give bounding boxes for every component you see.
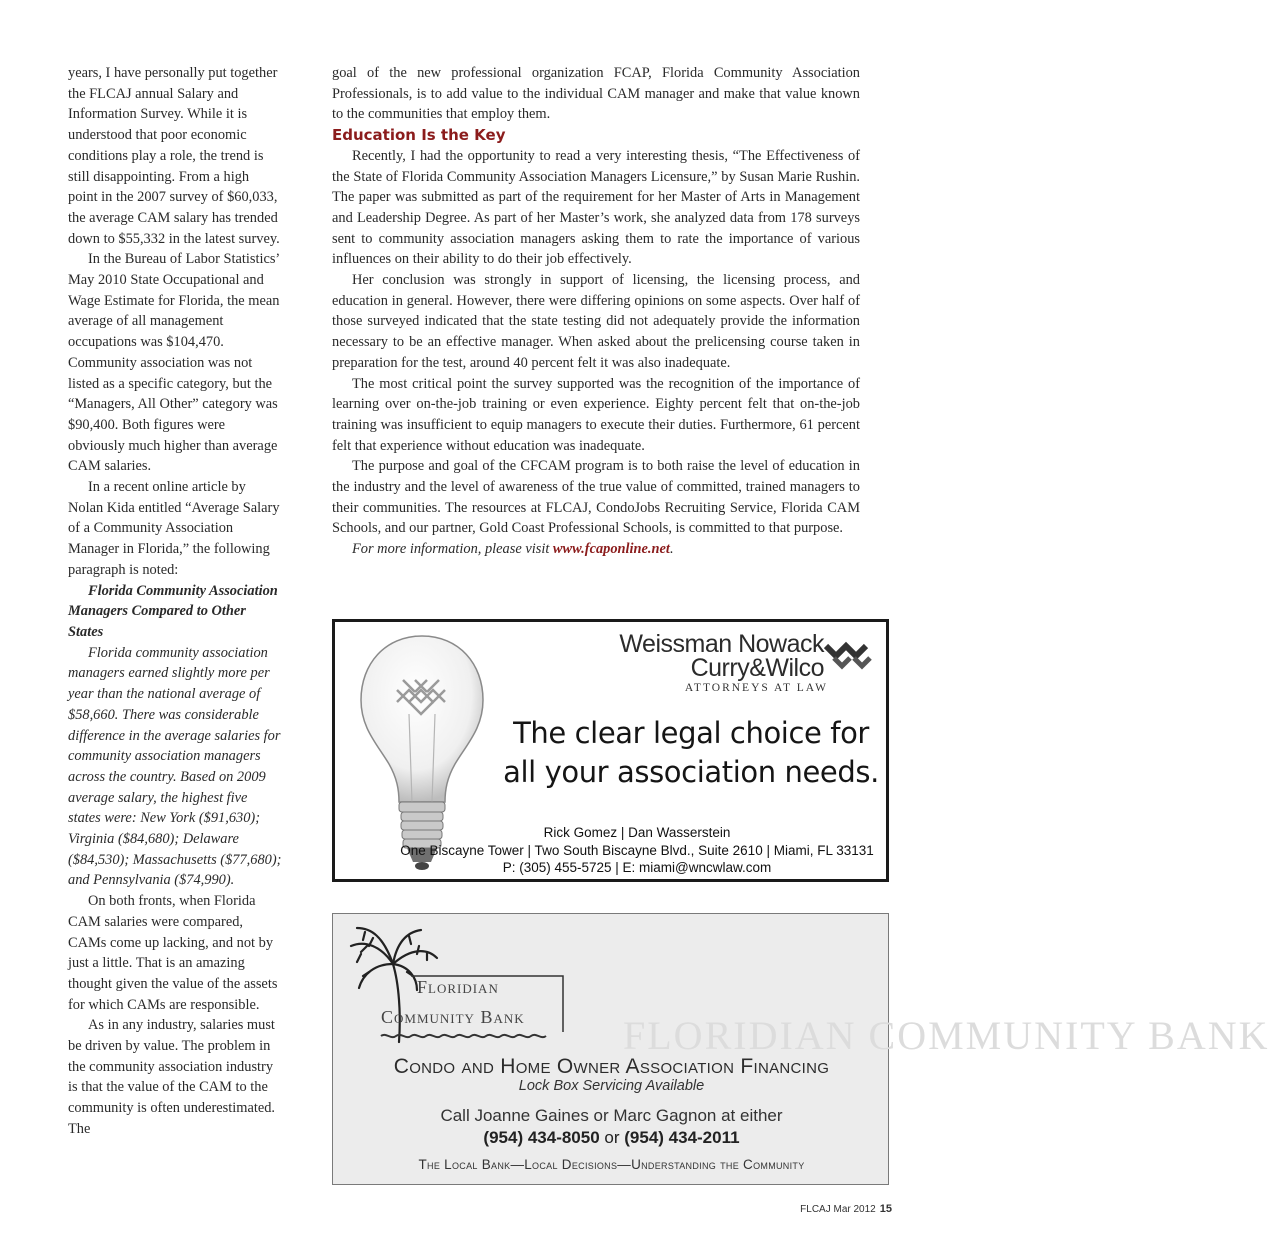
right-paragraph-3: Her conclusion was strongly in support of licensing, the licensing process, and education in general. However, there were differing opinions on some aspects. Over half of those surveyed indicated that the state testing did not adequately provide the information necessary to be an effective manager. When asked about the prelicensing course taken in preparation for the test, around 40 percent felt it was also inadequate. bbox=[332, 272, 860, 371]
law-ad-headline bbox=[503, 714, 879, 792]
law-ad-names: Rick Gomez | Dan Wasserstein bbox=[543, 825, 731, 840]
law-firm-name-line-1: Weissman Nowack bbox=[619, 630, 824, 658]
left-paragraph-5: As in any industry, salaries must be driven by value. The problem in the community association industry is that the value of the CAM to the community is often underestimated. The bbox=[68, 1017, 276, 1137]
bank-phone-or: or bbox=[599, 1128, 625, 1147]
bank-name bbox=[381, 972, 525, 1032]
bank-phone-1[interactable]: (954) 434-8050 bbox=[483, 1128, 600, 1147]
page-footer bbox=[800, 1203, 892, 1215]
more-info-prefix: For more information, please visit bbox=[352, 541, 553, 558]
bank-watermark: FLORIDIAN COMMUNITY BANK bbox=[623, 1013, 1270, 1058]
law-ad-address: One Biscayne Tower | Two South Biscayne Blvd., Suite 2610 | Miami, FL 33131 bbox=[400, 842, 874, 858]
bank-name-line-1: Floridian bbox=[417, 977, 499, 997]
right-paragraph-5: The purpose and goal of the CFCAM program is to both raise the level of education in the industry and the level of awareness of the true value of committed, trained managers to their communities. The resources at FLCAJ, CondoJobs Recruiting Service, Florida CAM Schools, and our partner, Gold Coast Professional Schools, is committed to that purpose. bbox=[332, 458, 860, 537]
right-paragraph-1: goal of the new professional organization FCAP, Florida Community Association Professionals, is to add value to the individual CAM manager and make that value known to the communities that employ them. bbox=[332, 65, 860, 123]
bank-tagline: Condo and Home Owner Association Financing bbox=[393, 1055, 830, 1078]
bank-motto: The Local Bank—Local Decisions—Understanding the Community bbox=[418, 1157, 805, 1172]
more-info-line bbox=[332, 539, 860, 560]
quote-heading: Florida Community Association Managers Compared to Other States bbox=[68, 582, 278, 640]
page-number: 15 bbox=[879, 1203, 892, 1215]
bank-name-line-2: Community Bank bbox=[381, 1007, 525, 1027]
quote-body: Florida community association managers earned slightly more per year than the national average of $58,660. There was considerable difference in the average salaries for community association managers across the country. Based on 2009 average salary, the highest five states were: New York ($91,630); Virginia ($84,680); Delaware ($84,530); Massachusetts ($77,680); and Pennsylvania ($74,990). bbox=[68, 644, 282, 889]
more-info-suffix: . bbox=[669, 541, 674, 558]
bank-call-text: Call Joanne Gaines or Marc Gagnon at either bbox=[440, 1106, 783, 1125]
bank-ad[interactable] bbox=[332, 913, 1270, 1185]
fcap-link[interactable]: www.fcaponline.net bbox=[552, 541, 670, 558]
right-paragraph-2: Recently, I had the opportunity to read a very interesting thesis, “The Effectiveness of the State of Florida Community Association Managers Licensure,” by Susan Marie Rushin. The paper was submitted as part of the requirement for her Master of Arts in Management and Leadership Degree. As part of her Master’s work, she analyzed data from 178 surveys sent to community association managers asking them to rate the importance of various influences on their ability to do their job effectively. bbox=[332, 147, 860, 268]
section-heading: Education Is the Key bbox=[332, 126, 506, 145]
right-column bbox=[332, 63, 860, 560]
law-ad-headline-line-2: all your association needs. bbox=[503, 755, 879, 789]
left-paragraph-4: On both fronts, when Florida CAM salaries were compared, CAMs come up lacking, and not by just a little. That is an amazing thought given the value of the assets for which CAMs are responsible. bbox=[68, 893, 278, 1013]
left-column bbox=[68, 63, 282, 1140]
bank-phones bbox=[333, 1128, 890, 1148]
law-ad-phone-email: P: (305) 455-5725 | E: miami@wncwlaw.com bbox=[502, 860, 772, 875]
law-firm-logo-icon bbox=[824, 640, 872, 670]
left-paragraph-1: years, I have personally put together the FLCAJ annual Salary and Information Survey. While it is understood that poor economic conditions play a role, the trend is still disappointing. From a high point in the 2007 survey of $60,033, the average CAM salary has trended down to $55,332 in the latest survey. bbox=[68, 65, 280, 247]
law-firm-name bbox=[619, 632, 824, 680]
law-firm-subtitle: ATTORNEYS AT LAW bbox=[684, 682, 828, 694]
law-ad-headline-line-1: The clear legal choice for bbox=[513, 716, 869, 750]
left-paragraph-2: In the Bureau of Labor Statistics’ May 2010 State Occupational and Wage Estimate for Florida, the mean average of all management occupations was $104,470. Community association was not listed as a specific category, but the “Managers, All Other” category was $90,400. Both figures were obviously much higher than average CAM salaries. bbox=[68, 251, 280, 475]
law-firm-name-line-2: Curry&Wilco bbox=[690, 654, 824, 682]
law-firm-ad[interactable] bbox=[332, 619, 889, 882]
bank-subline: Lock Box Servicing Available bbox=[518, 1078, 705, 1094]
right-paragraph-4: The most critical point the survey supported was the recognition of the importance of learning over on-the-job training or even experience. Eighty percent felt that on-the-job training was insufficient to equip managers to execute their duties. Furthermore, 61 percent felt that experience without education was inadequate. bbox=[332, 375, 860, 454]
footer-publication: FLCAJ Mar 2012 bbox=[800, 1204, 876, 1215]
bank-phone-2[interactable]: (954) 434-2011 bbox=[624, 1128, 740, 1147]
law-ad-contact bbox=[387, 824, 887, 877]
left-paragraph-3: In a recent online article by Nolan Kida entitled “Average Salary of a Community Association Manager in Florida,” the following paragraph is noted: bbox=[68, 479, 280, 578]
